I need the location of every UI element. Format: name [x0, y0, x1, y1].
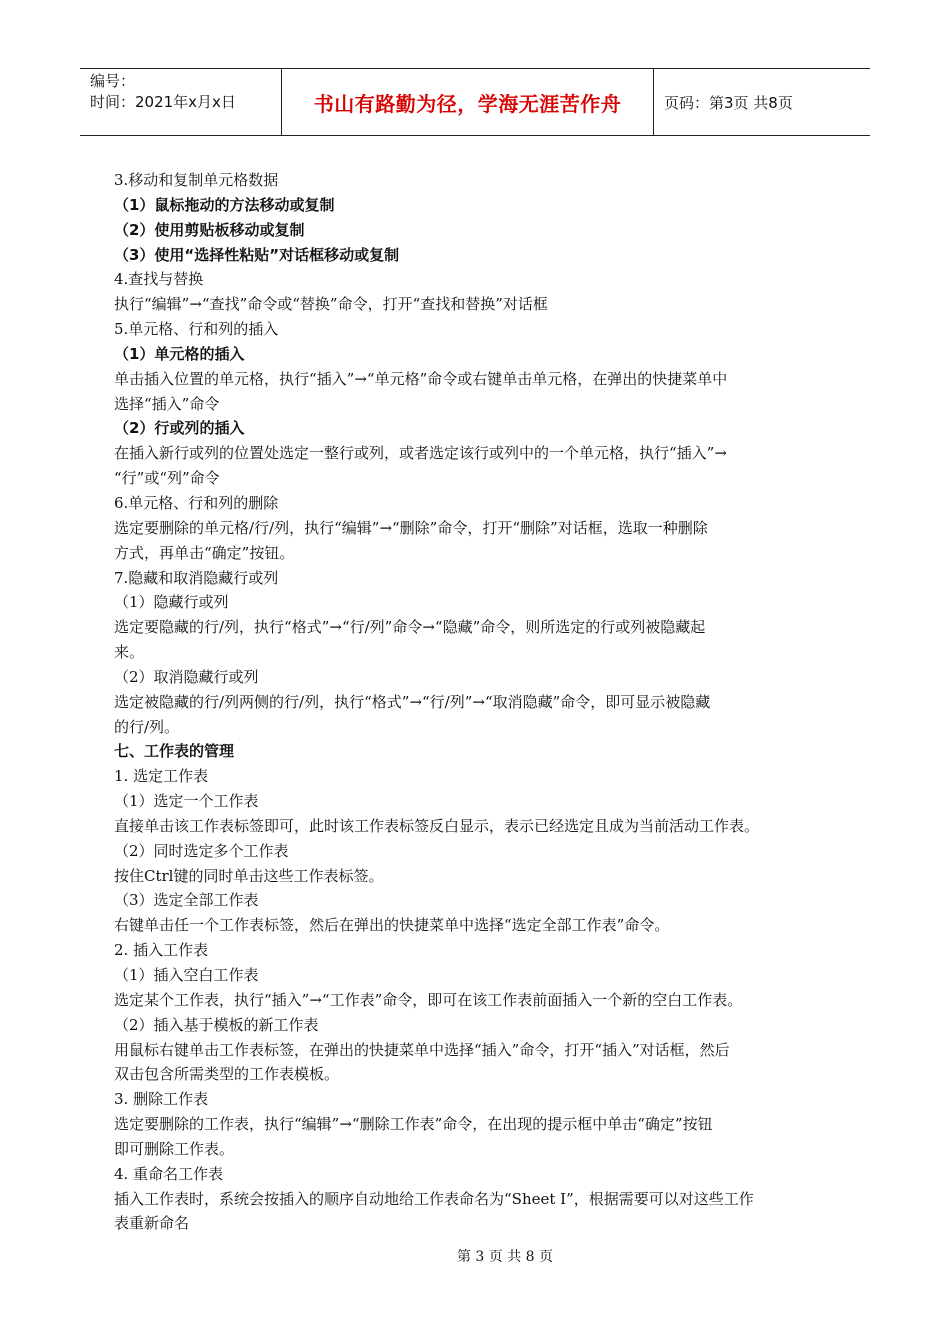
text-line: （1）隐藏行或列 — [114, 593, 229, 612]
section-heading: （1）单元格的插入 — [114, 344, 245, 363]
text-line: 5.单元格、行和列的插入 — [114, 320, 279, 339]
text-line: 的行/列。 — [114, 717, 180, 736]
section-heading: （2）使用剪贴板移动或复制 — [114, 220, 305, 239]
text-line: 插入工作表时，系统会按插入的顺序自动地给工作表命名为“Sheet I”，根据需要可以对这些工作 — [114, 1189, 754, 1208]
text-line: 右键单击任一个工作表标签，然后在弹出的快捷菜单中选择“选定全部工作表”命令。 — [114, 916, 670, 935]
header-page-cell — [654, 69, 870, 135]
text-line: 执行“编辑”→“查找”命令或“替换”命令，打开“查找和替换”对话框 — [114, 295, 548, 314]
text-line: 选定被隐藏的行/列两侧的行/列，执行“格式”→“行/列”→“取消隐藏”命令，即可显示被隐藏 — [114, 692, 711, 711]
text-line: 单击插入位置的单元格，执行“插入”→“单元格”命令或右键单击单元格，在弹出的快捷菜单中 — [114, 369, 728, 388]
header-table — [80, 68, 870, 136]
header-left-cell — [80, 69, 282, 135]
footer-page-number: 第 3 页 共 8 页 — [456, 1249, 554, 1265]
text-line: 在插入新行或列的位置处选定一整行或列，或者选定该行或列中的一个单元格，执行“插入”→ — [114, 444, 727, 463]
text-line: “行”或“列”命令 — [114, 469, 220, 488]
text-line: 选定要删除的单元格/行/列，执行“编辑”→“删除”命令，打开“删除”对话框，选取一种删除 — [114, 518, 708, 537]
text-line: 选定某个工作表，执行“插入”→“工作表”命令，即可在该工作表前面插入一个新的空白工作表。 — [114, 990, 743, 1009]
text-line: （1）选定一个工作表 — [114, 792, 259, 811]
motto-text: 书山有路勤为径，学海无涯苦作舟 — [313, 91, 622, 116]
document-body — [114, 168, 844, 1236]
text-line: 表重新命名 — [114, 1214, 190, 1233]
text-line: 4.查找与替换 — [114, 270, 204, 289]
text-line: 4. 重命名工作表 — [114, 1164, 224, 1183]
header-motto-cell — [282, 69, 654, 135]
section-heading: （1）鼠标拖动的方法移动或复制 — [114, 195, 335, 214]
text-line: （2）同时选定多个工作表 — [114, 841, 289, 860]
text-line: 双击包含所需类型的工作表模板。 — [114, 1065, 340, 1084]
text-line: 来。 — [114, 643, 145, 662]
text-line: （3）选定全部工作表 — [114, 891, 259, 910]
text-line: 3.移动和复制单元格数据 — [114, 171, 279, 189]
section-heading: 七、工作表的管理 — [114, 742, 235, 761]
text-line: 选定要隐藏的行/列，执行“格式”→“行/列”命令→“隐藏”命令，则所选定的行或列被隐藏起 — [114, 618, 706, 637]
page-info: 页码：第3页 共8页 — [664, 93, 793, 112]
text-line: 按住Ctrl键的同时单击这些工作表标签。 — [114, 866, 384, 885]
text-line: 7.隐藏和取消隐藏行或列 — [114, 568, 279, 587]
text-line: 1. 选定工作表 — [114, 767, 209, 786]
section-heading: （2）行或列的插入 — [114, 419, 245, 438]
text-line: 6.单元格、行和列的删除 — [114, 493, 279, 512]
text-line: （2）插入基于模板的新工作表 — [114, 1015, 319, 1034]
text-line: 直接单击该工作表标签即可，此时该工作表标签反白显示，表示已经选定且成为当前活动工作表。 — [114, 816, 760, 835]
text-line: 选择“插入”命令 — [114, 394, 220, 413]
text-line: 3. 删除工作表 — [114, 1090, 209, 1109]
text-line: 用鼠标右键单击工作表标签，在弹出的快捷菜单中选择“插入”命令，打开“插入”对话框，然后 — [114, 1040, 730, 1059]
page-footer — [0, 1246, 950, 1266]
text-line: 选定要删除的工作表，执行“编辑”→“删除工作表”命令，在出现的提示框中单击“确定”按钮 — [114, 1115, 713, 1134]
text-line: （2）取消隐藏行或列 — [114, 667, 259, 686]
text-line: 即可删除工作表。 — [114, 1139, 235, 1158]
text-line: 2. 插入工作表 — [114, 941, 209, 960]
code-label: 编号： — [90, 72, 136, 90]
text-line: 方式，再单击“确定”按钮。 — [114, 543, 295, 562]
date-label: 时间：2021年x月x日 — [90, 93, 236, 111]
text-line: （1）插入空白工作表 — [114, 966, 259, 984]
section-heading: （3）使用“选择性粘贴”对话框移动或复制 — [114, 245, 400, 264]
